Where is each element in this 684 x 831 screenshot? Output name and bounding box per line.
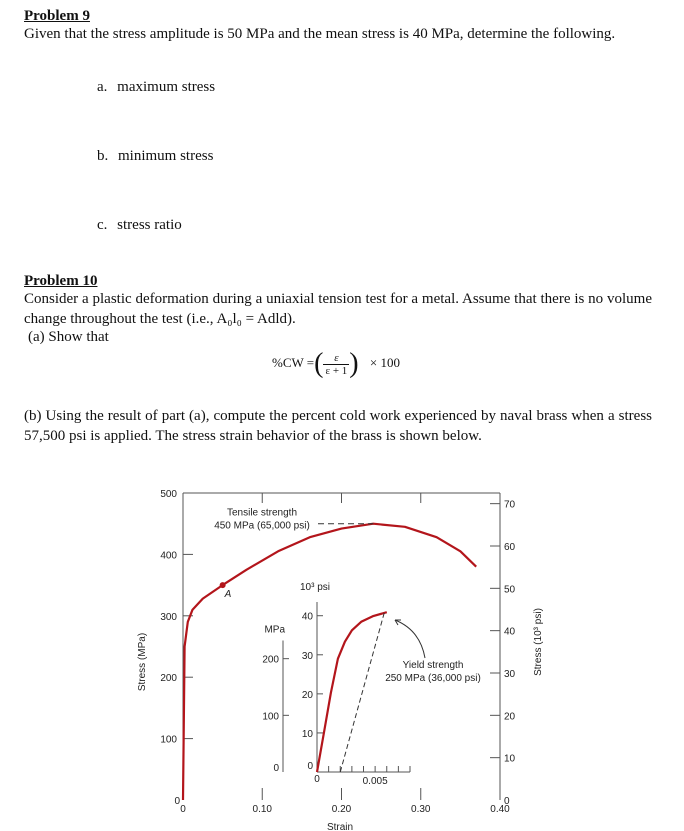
list-marker: c. — [97, 217, 108, 233]
inset-psi-tick-label: 0 — [307, 761, 313, 772]
y-tick-label: 100 — [160, 734, 177, 746]
point-a-label: A — [224, 589, 232, 601]
formula-fraction — [323, 352, 349, 377]
inset-unit-mpa: MPa — [264, 624, 285, 636]
y-right-tick-label: 30 — [504, 668, 516, 680]
y-right-tick-label: 40 — [504, 626, 516, 638]
yield-arrow — [395, 620, 425, 658]
stress-strain-chart — [0, 470, 684, 831]
cold-work-formula: %CW =( $\frac{\varepsilon}{\varepsilon + 1}$ ) × 100 — [272, 348, 400, 379]
y-tick-label: 200 — [160, 673, 177, 685]
problem10-statement: Consider a plastic deformation during a uniaxial tension test for a metal. Assume that there is no volume change throughout the test (i.e., A₀l₀ = Adld). — [24, 291, 652, 327]
y-axis-label: Stress (MPa) — [137, 632, 148, 692]
tensile-strength-label: Tensile strength — [226, 507, 298, 519]
inset-psi-tick-label: 40 — [301, 611, 313, 623]
y-right-tick-label: 0 — [504, 796, 510, 807]
formula-denominator: ε + 1 — [325, 364, 348, 377]
x-tick-label: 0.20 — [331, 804, 352, 815]
yield-strength-label: Yield strength — [402, 660, 464, 671]
y-tick-label: 300 — [160, 611, 177, 623]
part-a-label: (a) Show that — [28, 329, 109, 345]
inset-psi-tick-label: 30 — [301, 650, 313, 662]
formula-rhs: × 100 — [369, 354, 400, 370]
y-right-tick-label: 50 — [504, 584, 516, 596]
inset-mpa-tick-label: 100 — [262, 711, 279, 723]
list-marker: a. — [97, 79, 108, 95]
y-tick-label: 0 — [174, 796, 180, 807]
list-item-c — [97, 217, 182, 234]
y-tick-label: 400 — [160, 550, 177, 562]
problem9-title: Problem 9 — [24, 8, 90, 24]
inset-psi-tick-label: 10 — [301, 728, 313, 740]
offset-line — [340, 612, 384, 772]
y-right-tick-label: 60 — [504, 541, 516, 553]
list-text: stress ratio — [117, 217, 182, 233]
list-text: maximum stress — [117, 79, 216, 95]
point-a-marker — [220, 582, 226, 588]
list-item-b — [97, 148, 213, 165]
x-tick-label: 0.10 — [252, 804, 272, 815]
y-axis-right-label: Stress (10³ psi) — [533, 608, 544, 676]
formula-numerator: ε — [323, 352, 349, 365]
inset-psi-tick-label: 20 — [301, 689, 313, 701]
list-text: minimum stress — [118, 148, 214, 164]
inset-strain-tick-label: 0 — [314, 774, 320, 785]
x-axis-label: Strain — [326, 822, 354, 831]
x-tick-label: 0 — [180, 804, 186, 815]
inset-strain-tick-label: 0.005 — [362, 776, 388, 787]
problem10-title: Problem 10 — [24, 273, 98, 289]
y-tick-label: 500 — [160, 489, 177, 500]
y-right-tick-label: 10 — [504, 753, 516, 765]
problem9-statement: Given that the stress amplitude is 50 MPa and the mean stress is 40 MPa, determine the following. — [24, 26, 616, 42]
inset-unit-psi: 10³ psi — [299, 582, 331, 593]
y-right-tick-label: 70 — [504, 499, 516, 511]
x-tick-label: 0.30 — [411, 804, 431, 815]
part-b-text: (b) Using the result of part (a), compute the percent cold work experienced by naval brass when a stress 57,500 psi is applied. The stress strain behavior of the brass is shown below. — [24, 408, 652, 444]
list-marker: b. — [97, 148, 109, 164]
y-right-tick-label: 20 — [504, 711, 516, 723]
inset-curve — [317, 612, 387, 772]
yield-strength-value: 250 MPa (36,000 psi) — [385, 673, 481, 684]
inset-mpa-tick-label: 0 — [273, 763, 279, 774]
tensile-strength-value: 450 MPa (65,000 psi) — [214, 520, 310, 532]
list-item-a — [97, 79, 215, 96]
x-tick-label: 0.40 — [490, 804, 510, 815]
formula-lhs: %CW = — [272, 354, 315, 370]
inset-mpa-tick-label: 200 — [262, 654, 279, 666]
